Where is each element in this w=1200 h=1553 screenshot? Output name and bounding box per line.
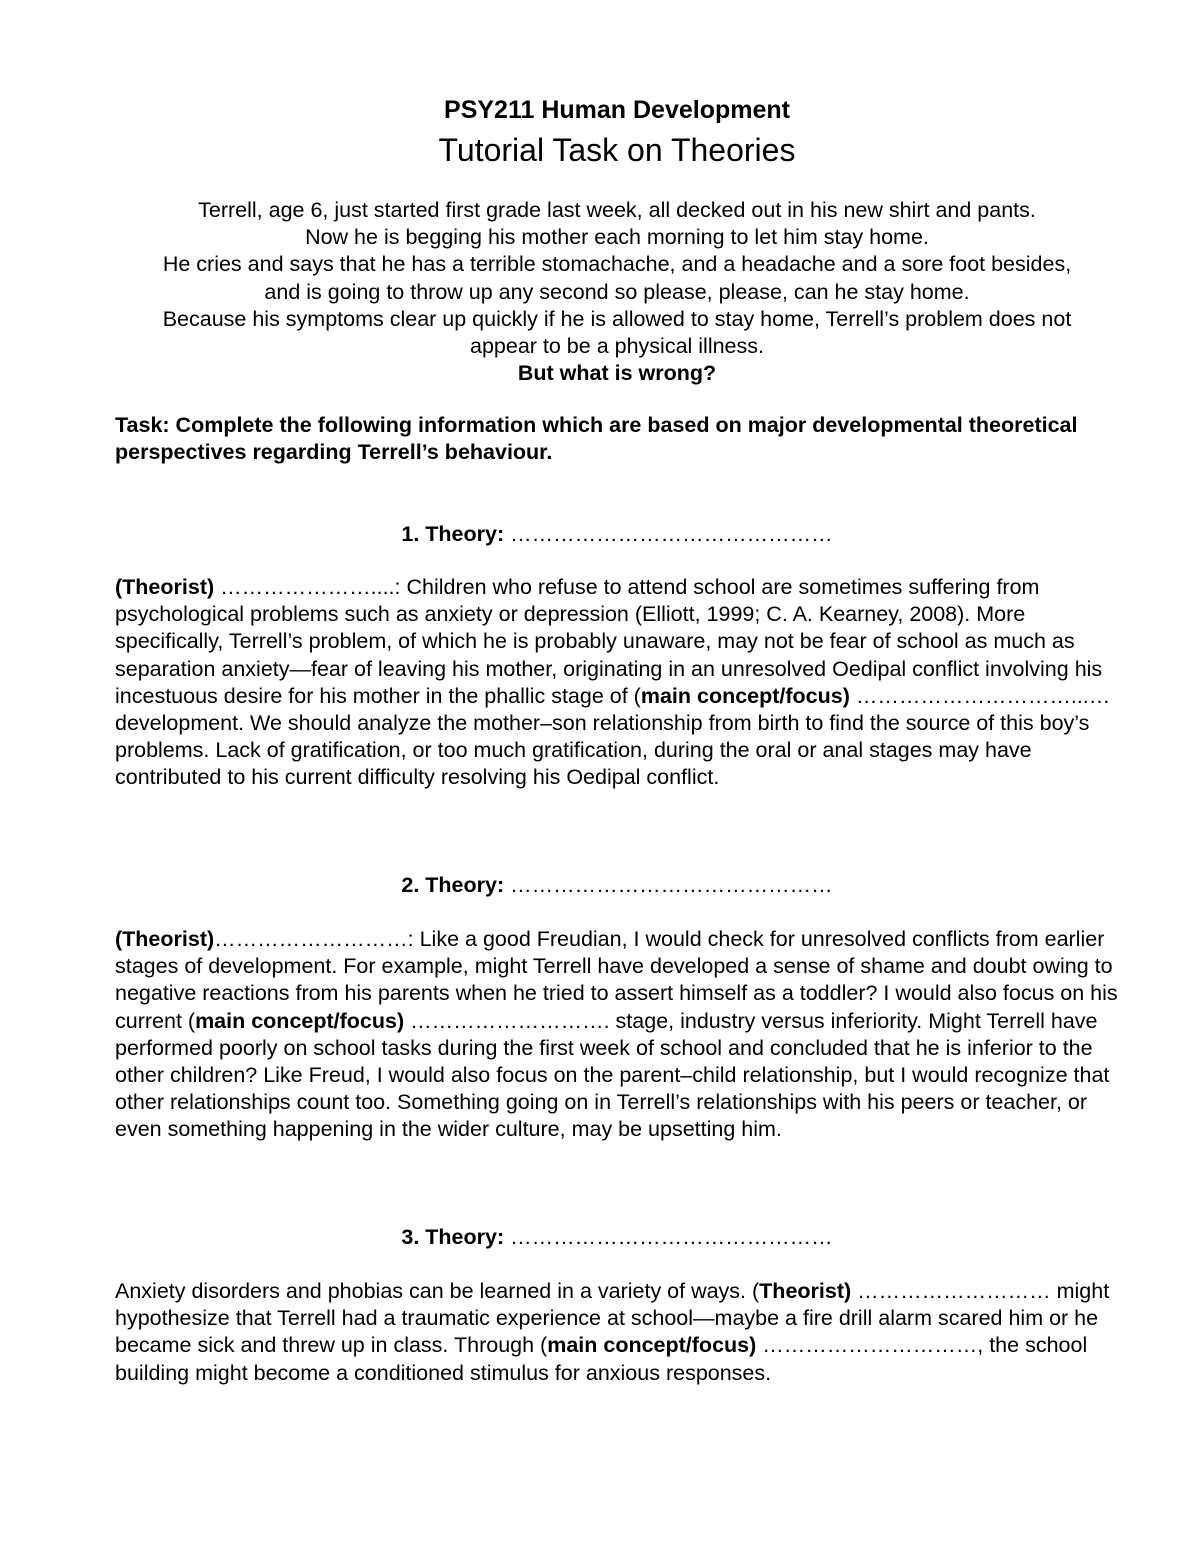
theory-3-heading [0, 1224, 1200, 1251]
theory-blank: ……………………………………… [510, 873, 833, 897]
scenario-line: appear to be a physical illness. [469, 334, 764, 359]
paragraph-text: might hypothesize that Terrell had a traumatic experience at school—maybe a fire drill alarm scared him or he became sick and threw up in class. Through ( [115, 1279, 1110, 1358]
paragraph-text: , the school building might become a conditioned stimulus for anxious responses. [115, 1333, 1088, 1385]
theory-label: 2. Theory: [401, 873, 505, 897]
theory-1-paragraph [115, 574, 1125, 792]
concept-blank: ………………………. [404, 1008, 610, 1033]
scenario-line: Because his symptoms clear up quickly if he is allowed to stay home, Terrell’s problem does not [162, 306, 1072, 331]
concept-blank: …………………………...… [849, 683, 1111, 708]
course-title: PSY211 Human Development [444, 96, 790, 124]
document-title: Tutorial Task on Theories [438, 132, 796, 168]
theorist-blank: ……………………… [857, 1279, 1051, 1303]
scenario-question: But what is wrong? [517, 361, 717, 386]
concept-label: main concept/focus) [195, 1008, 405, 1033]
theory-2-paragraph [115, 926, 1125, 1144]
theorist-label: (Theorist) [115, 927, 215, 951]
scenario-line: and is going to throw up any second so please, please, can he stay home. [264, 279, 970, 304]
theorist-blank: …………………....: [220, 575, 401, 599]
concept-label: main concept/focus) [640, 683, 850, 708]
scenario-line: Now he is begging his mother each morning to let him stay home. [305, 225, 929, 250]
paragraph-text: Children who refuse to attend school are sometimes suffering from psychological problems such as anxiety or depression (Elliott, 1999; C. A. Kearney, 2008). More specifically, Terrell’s problem, of which he is probably unaware, may not be fear of school as much as separation anxiety—fear of leaving his mother, originating in an unresolved Oedipal conflict involving his incestuous desire for his mother in the phallic stage of ( [115, 575, 1103, 708]
theory-2-heading [0, 872, 1200, 899]
case-scenario [100, 197, 1134, 387]
theory-label: 3. Theory: [401, 1225, 505, 1249]
theorist-label: Theorist) [759, 1279, 852, 1303]
scenario-line: He cries and says that he has a terrible stomachache, and a headache and a sore foot besides, [162, 252, 1072, 277]
theory-3-paragraph [115, 1278, 1125, 1387]
theory-blank: ……………………………………… [510, 522, 833, 546]
theorist-blank: ………………………: [214, 927, 414, 951]
concept-blank: ………………………… [756, 1333, 978, 1358]
theory-1-heading [0, 521, 1200, 548]
paragraph-text: development. We should analyze the mother–son relationship from birth to find the source of this boy’s problems. Lack of gratification, or too much gratification, during the oral or anal stages may have contributed to his current difficulty resolving his Oedipal conflict. [115, 711, 1090, 790]
paragraph-text: stage, industry versus inferiority. Might Terrell have performed poorly on school tasks during the first week of school and concluded that he is inferior to the other children? Like Freud, I would also focus on the parent–child relationship, but I would recognize that other relationships count too. Something going on in Terrell’s relationships with his peers or teacher, or even something happening in the wider culture, may be upsetting him. [115, 1008, 1110, 1142]
paragraph-text: Anxiety disorders and phobias can be learned in a variety of ways. ( [115, 1279, 760, 1303]
theory-blank: ……………………………………… [510, 1225, 833, 1249]
concept-label: main concept/focus) [547, 1333, 757, 1358]
paragraph-text: Like a good Freudian, I would check for unresolved conflicts from earlier stages of development. For example, might Terrell have developed a sense of shame and doubt owing to negative reactions from his parents when he tried to assert himself as a toddler? I would also focus on his current ( [115, 927, 1118, 1033]
theory-label: 1. Theory: [401, 522, 505, 546]
theorist-label: (Theorist) [115, 575, 215, 599]
task-instructions: Task: Complete the following information which are based on major developmental theoretical perspectives regarding Terrell’s behaviour. [115, 413, 1078, 465]
scenario-line: Terrell, age 6, just started first grade last week, all decked out in his new shirt and pants. [198, 198, 1036, 222]
